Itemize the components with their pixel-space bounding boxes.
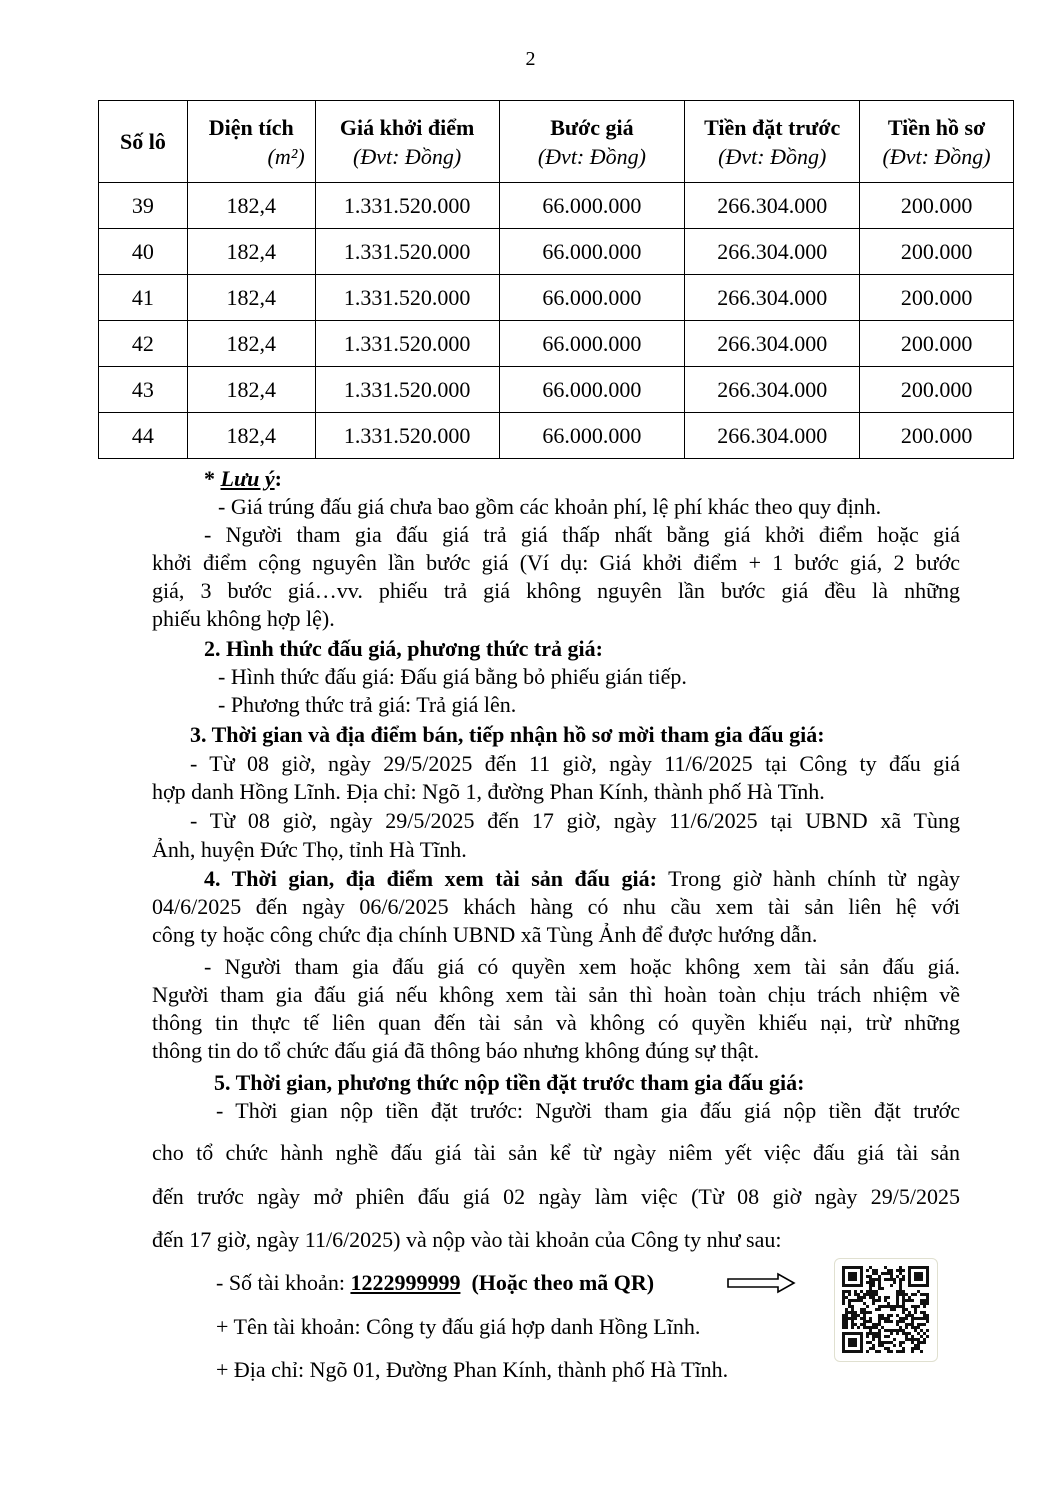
cell-price: 1.331.520.000: [315, 367, 499, 413]
section-3-line: Ảnh, huyện Đức Thọ, tỉnh Hà Tĩnh.: [152, 837, 467, 862]
cell-deposit: 266.304.000: [685, 413, 860, 459]
header-price-step: Bước giá (Đvt: Đồng): [499, 101, 685, 183]
cell-fee: 200.000: [860, 183, 1014, 229]
cell-fee: 200.000: [860, 413, 1014, 459]
section-3-line: - Từ 08 giờ, ngày 29/5/2025 đến 17 giờ, ngày 11/6/2025 tại UBND xã Tùng: [190, 808, 960, 833]
header-file-fee: Tiền hồ sơ (Đvt: Đồng): [860, 101, 1014, 183]
table-row: [99, 413, 1014, 459]
cell-step: 66.000.000: [499, 275, 685, 321]
cell-step: 66.000.000: [499, 229, 685, 275]
cell-price: 1.331.520.000: [315, 275, 499, 321]
cell-lot: 39: [99, 183, 188, 229]
section-3-heading: 3. Thời gian và địa điểm bán, tiếp nhận hồ sơ mời tham gia đấu giá:: [190, 722, 825, 747]
cell-area: 182,4: [187, 229, 315, 275]
cell-fee: 200.000: [860, 229, 1014, 275]
cell-lot: 40: [99, 229, 188, 275]
header-deposit: Tiền đặt trước (Đvt: Đồng): [685, 101, 860, 183]
account-number-line: - Số tài khoản: 1222999999 (Hoặc theo mã QR): [216, 1270, 655, 1295]
qr-code: [834, 1258, 938, 1362]
cell-fee: 200.000: [860, 367, 1014, 413]
note-line: khởi điểm cộng nguyên lần bước giá (Ví dụ: Giá khởi điểm + 1 bước giá, 2 bước: [152, 550, 960, 575]
cell-deposit: 266.304.000: [685, 367, 860, 413]
cell-deposit: 266.304.000: [685, 183, 860, 229]
qr-code-icon: [835, 1259, 937, 1361]
header-lot-number: Số lô: [99, 101, 188, 183]
cell-step: 66.000.000: [499, 367, 685, 413]
table-row: [99, 321, 1014, 367]
section-4-line: - Người tham gia đấu giá có quyền xem hoặc không xem tài sản đấu giá.: [204, 954, 960, 979]
cell-lot: 42: [99, 321, 188, 367]
table-row: [99, 229, 1014, 275]
section-4-heading: 4. Thời gian, địa điểm xem tài sản đấu giá:: [204, 866, 657, 891]
section-5-line: - Thời gian nộp tiền đặt trước: Người tham gia đấu giá nộp tiền đặt trước: [216, 1098, 960, 1123]
cell-step: 66.000.000: [499, 183, 685, 229]
section-4-line: công ty hoặc công chức địa chính UBND xã Tùng Ảnh để được hướng dẫn.: [152, 922, 818, 947]
section-2-heading: 2. Hình thức đấu giá, phương thức trả giá:: [204, 636, 603, 661]
note-line: - Người tham gia đấu giá trả giá thấp nhất bằng giá khởi điểm hoặc giá: [204, 522, 960, 547]
section-5-line: đến trước ngày mở phiên đấu giá 02 ngày làm việc (Từ 08 giờ ngày 29/5/2025: [152, 1184, 960, 1209]
arrow-right-icon: [726, 1272, 796, 1294]
cell-lot: 41: [99, 275, 188, 321]
cell-step: 66.000.000: [499, 413, 685, 459]
section-5-line: đến 17 giờ, ngày 11/6/2025) và nộp vào tài khoản của Công ty như sau:: [152, 1227, 782, 1252]
cell-area: 182,4: [187, 367, 315, 413]
section-4-line: 4. Thời gian, địa điểm xem tài sản đấu giá: Trong giờ hành chính từ ngày: [204, 866, 960, 891]
cell-deposit: 266.304.000: [685, 229, 860, 275]
note-line: giá, 3 bước giá…vv. phiếu trả giá không nguyên lần bước giá đều là những: [152, 578, 960, 603]
section-4-line: thông tin thực tế liên quan đến tài sản và không có quyền khiếu nại, trừ những: [152, 1010, 960, 1035]
account-address: + Địa chỉ: Ngõ 01, Đường Phan Kính, thành phố Hà Tĩnh.: [216, 1357, 729, 1382]
table-row: [99, 367, 1014, 413]
cell-area: 182,4: [187, 183, 315, 229]
note-heading: * Lưu ý:: [204, 466, 282, 491]
section-4-line: thông tin do tổ chức đấu giá đã thông báo nhưng không đúng sự thật.: [152, 1038, 760, 1063]
section-4-line: Người tham gia đấu giá nếu không xem tài sản thì hoàn toàn chịu trách nhiệm về: [152, 982, 960, 1007]
section-4-line: 04/6/2025 đến ngày 06/6/2025 khách hàng có nhu cầu xem tài sản liên hệ với: [152, 894, 960, 919]
cell-fee: 200.000: [860, 275, 1014, 321]
table-header-row: [99, 101, 1014, 183]
cell-deposit: 266.304.000: [685, 275, 860, 321]
cell-fee: 200.000: [860, 321, 1014, 367]
cell-area: 182,4: [187, 321, 315, 367]
qr-hint: (Hoặc theo mã QR): [471, 1270, 655, 1295]
cell-lot: 44: [99, 413, 188, 459]
page-number: 2: [525, 48, 536, 70]
account-number: 1222999999: [350, 1270, 461, 1295]
cell-area: 182,4: [187, 275, 315, 321]
header-area: Diện tích (m²): [187, 101, 315, 183]
header-starting-price: Giá khởi điểm (Đvt: Đồng): [315, 101, 499, 183]
cell-price: 1.331.520.000: [315, 183, 499, 229]
cell-price: 1.331.520.000: [315, 413, 499, 459]
section-5-heading: 5. Thời gian, phương thức nộp tiền đặt trước tham gia đấu giá:: [214, 1070, 805, 1095]
cell-lot: 43: [99, 367, 188, 413]
account-name: + Tên tài khoản: Công ty đấu giá hợp danh Hồng Lĩnh.: [216, 1314, 701, 1339]
table-row: [99, 275, 1014, 321]
cell-deposit: 266.304.000: [685, 321, 860, 367]
section-5-line: cho tổ chức hành nghề đấu giá tài sản kể từ ngày niêm yết việc đấu giá tài sản: [152, 1140, 960, 1165]
note-line: - Giá trúng đấu giá chưa bao gồm các khoản phí, lệ phí khác theo quy định.: [218, 494, 882, 519]
cell-step: 66.000.000: [499, 321, 685, 367]
note-line: phiếu không hợp lệ).: [152, 606, 335, 631]
cell-area: 182,4: [187, 413, 315, 459]
section-2-line: - Hình thức đấu giá: Đấu giá bằng bỏ phiếu gián tiếp.: [218, 664, 687, 689]
section-3-line: - Từ 08 giờ, ngày 29/5/2025 đến 11 giờ, ngày 11/6/2025 tại Công ty đấu giá: [190, 751, 960, 776]
cell-price: 1.331.520.000: [315, 321, 499, 367]
lot-table: [98, 100, 1014, 459]
table-row: [99, 183, 1014, 229]
cell-price: 1.331.520.000: [315, 229, 499, 275]
section-3-line: hợp danh Hồng Lĩnh. Địa chỉ: Ngõ 1, đường Phan Kính, thành phố Hà Tĩnh.: [152, 779, 825, 804]
section-2-line: - Phương thức trả giá: Trả giá lên.: [218, 692, 517, 717]
